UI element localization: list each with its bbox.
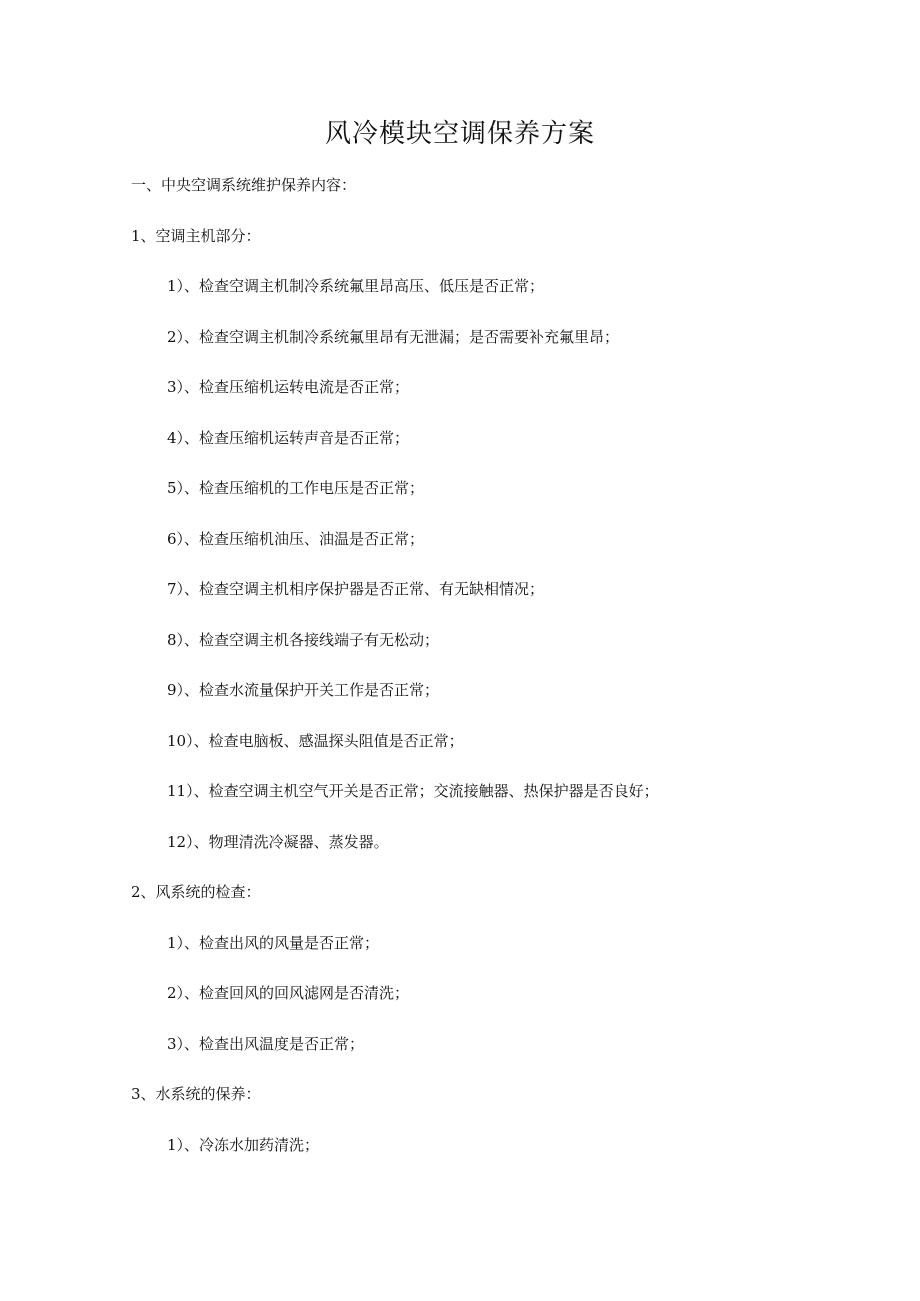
list-item: 10）、检查电脑板、感温探头阻值是否正常； <box>167 731 464 750</box>
list-item: 1）、检查出风的风量是否正常； <box>167 933 380 952</box>
document-body <box>0 172 920 1182</box>
list-item: 12）、物理清洗冷凝器、蒸发器。 <box>167 832 389 851</box>
list-item: 2）、检查空调主机制冷系统氟里昂有无泄漏；是否需要补充氟里昂； <box>167 327 620 346</box>
subsection-heading: 3、水系统的保养： <box>131 1085 261 1103</box>
list-item: 1）、检查空调主机制冷系统氟里昂高压、低压是否正常； <box>167 277 545 295</box>
list-item: 1）、冷冻水加药清洗； <box>167 1135 320 1154</box>
list-item: 3）、检查压缩机运转电流是否正常； <box>167 378 410 396</box>
list-item: 11）、检查空调主机空气开关是否正常；交流接触器、热保护器是否良好； <box>167 782 659 800</box>
list-item: 8）、检查空调主机各接线端子有无松动； <box>167 630 440 649</box>
list-item: 7）、检查空调主机相序保护器是否正常、有无缺相情况； <box>167 580 545 598</box>
list-item: 5）、检查压缩机的工作电压是否正常； <box>167 479 425 497</box>
list-item: 4）、检查压缩机运转声音是否正常； <box>167 428 410 447</box>
list-item: 6）、检查压缩机油压、油温是否正常； <box>167 529 425 548</box>
section-heading: 一、中央空调系统维护保养内容： <box>131 176 357 194</box>
list-item: 2）、检查回风的回风滤网是否清洗； <box>167 984 410 1002</box>
list-item: 9）、检查水流量保护开关工作是否正常； <box>167 681 440 699</box>
list-item: 3）、检查出风温度是否正常； <box>167 1034 365 1053</box>
document-title: 风冷模块空调保养方案 <box>324 119 595 149</box>
subsection-heading: 1、空调主机部分： <box>131 226 261 245</box>
subsection-heading: 2、风系统的检查： <box>131 883 261 901</box>
